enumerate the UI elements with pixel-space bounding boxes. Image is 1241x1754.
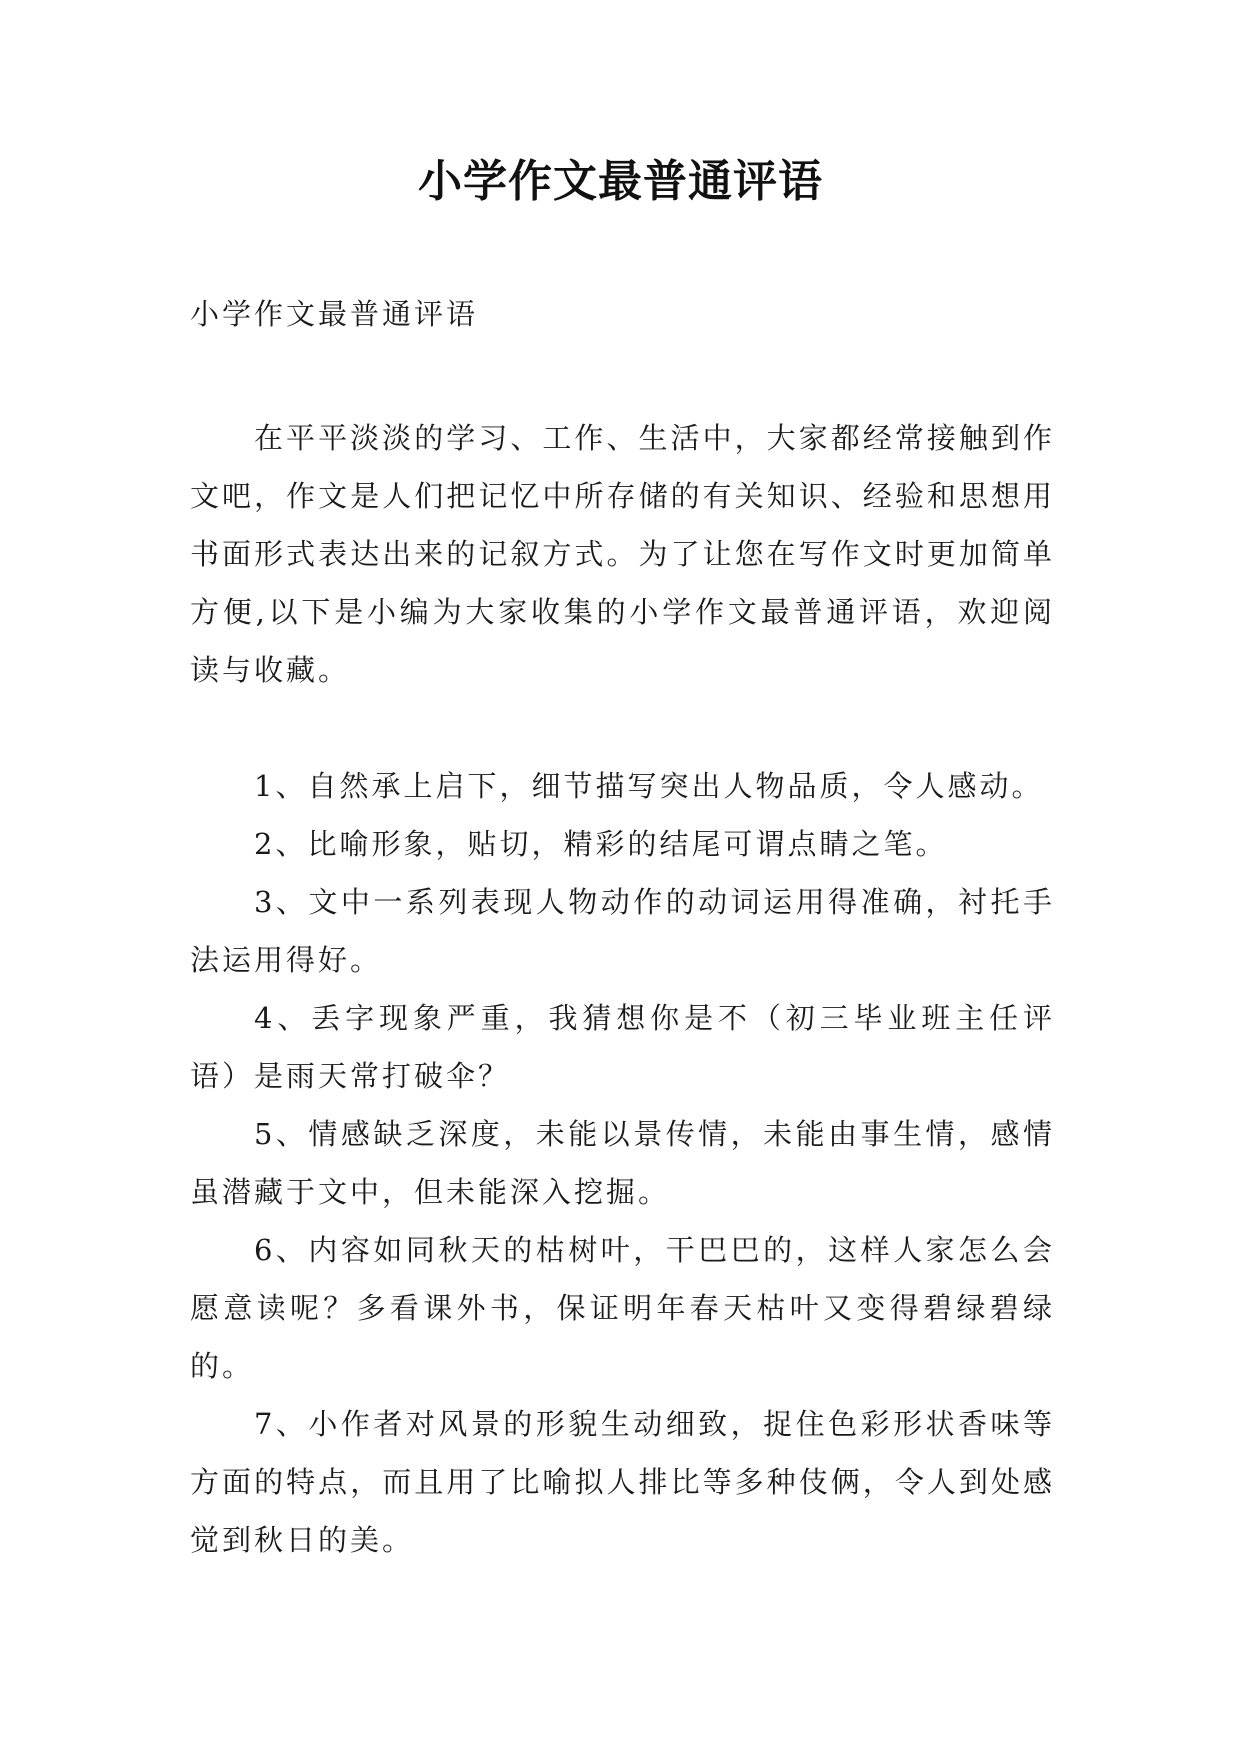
comment-item-4: 4、丢字现象严重，我猜想你是不（初三毕业班主任评语）是雨天常打破伞？ xyxy=(190,1001,1055,1093)
comment-item-3: 3、文中一系列表现人物动作的动词运用得准确，衬托手法运用得好。 xyxy=(190,885,1055,977)
comment-item-7: 7、小作者对风景的形貌生动细致，捉住色彩形状香味等方面的特点，而且用了比喻拟人排比等多种伎俩，令人到处感觉到秋日的美。 xyxy=(190,1407,1055,1557)
comment-item-6: 6、内容如同秋天的枯树叶，干巴巴的，这样人家怎么会愿意读呢？多看课外书，保证明年春天枯叶又变得碧绿碧绿的。 xyxy=(190,1233,1055,1383)
comment-item-1: 1、自然承上启下，细节描写突出人物品质，令人感动。 xyxy=(254,769,1044,803)
intro-paragraph: 在平平淡淡的学习、工作、生活中，大家都经常接触到作文吧，作文是人们把记忆中所存储的有关知识、经验和思想用书面形式表达出来的记叙方式。为了让您在写作文时更加简单方便,以下是小编为大家收集的小学作文最普通评语，欢迎阅读与收藏。 xyxy=(190,421,1055,687)
comment-item-2: 2、比喻形象，贴切，精彩的结尾可谓点睛之笔。 xyxy=(254,827,948,861)
document-title: 小学作文最普通评语 xyxy=(418,156,823,207)
comments-list xyxy=(190,757,1055,1569)
comment-item-5: 5、情感缺乏深度，未能以景传情，未能由事生情，感情虽潜藏于文中，但未能深入挖掘。 xyxy=(190,1117,1055,1209)
document-subtitle: 小学作文最普通评语 xyxy=(190,297,479,331)
